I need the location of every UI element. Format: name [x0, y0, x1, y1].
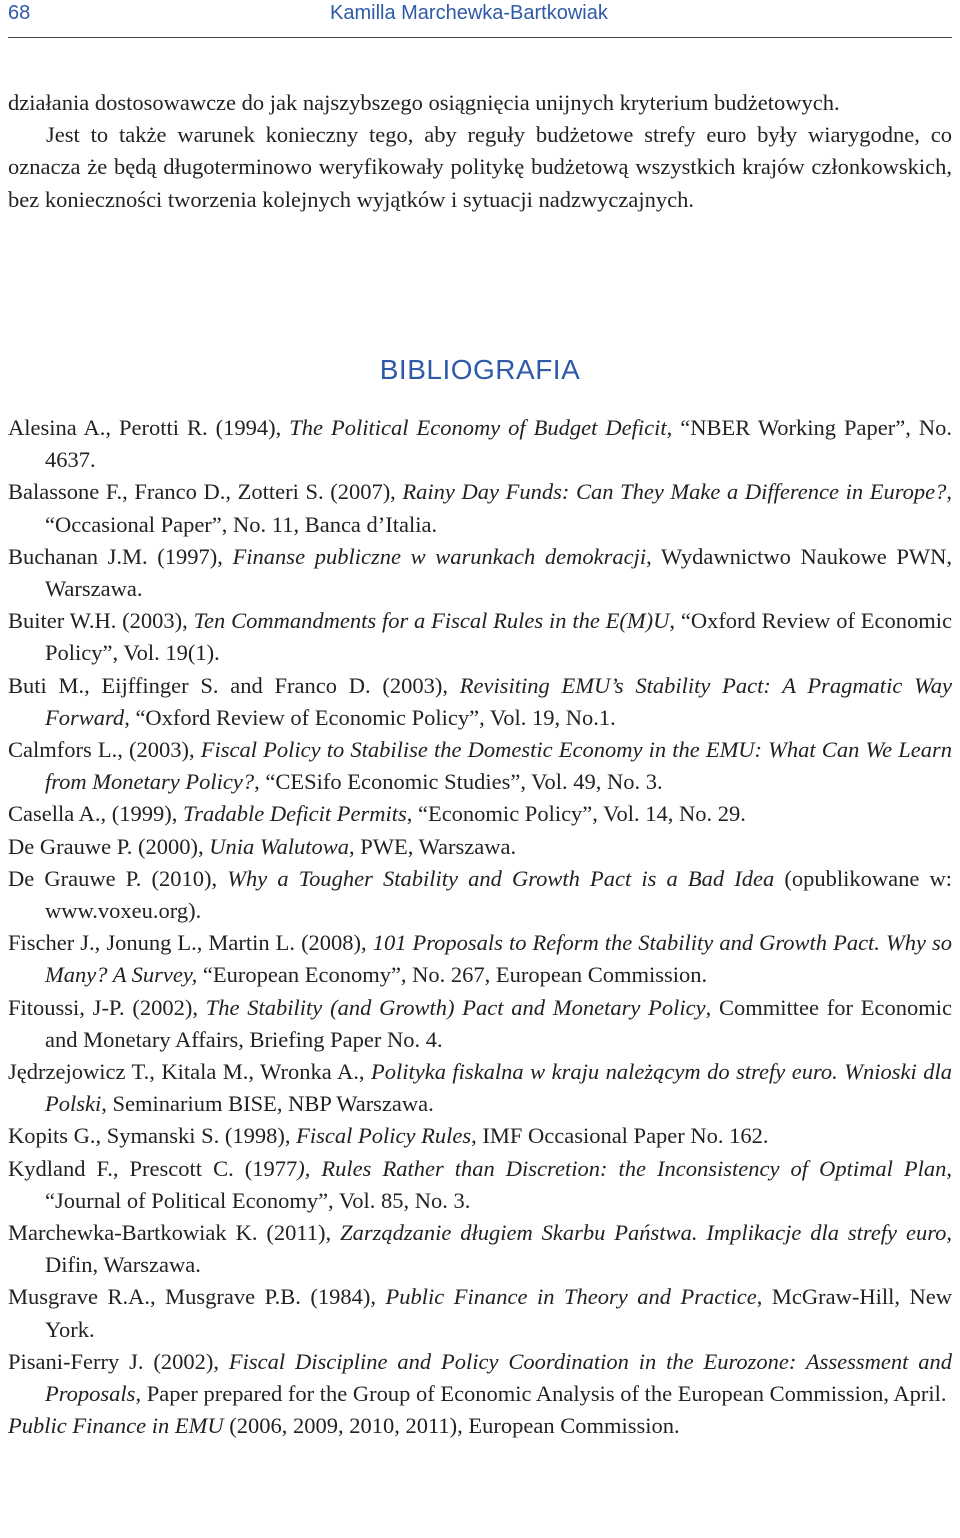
bibliography-list [8, 412, 952, 1443]
bibliography-heading: BIBLIOGRAFIA [379, 354, 581, 385]
page-number: 68 [8, 2, 31, 24]
bibliography-entry: Buti M., Eijffinger S. and Franco D. (2003), Revisiting EMU’s Stability Pact: A Pragmatic Way Forward, “Oxford Review of Economic Policy”, Vol. 19, No.1. [8, 672, 952, 730]
bibliography-entry: Pisani-Ferry J. (2002), Fiscal Discipline and Policy Coordination in the Eurozone: Assessment and Proposals, Paper prepared for the Group of Economic Analysis of the European Commission, April. [8, 1348, 952, 1407]
bibliography-entry: Kydland F., Prescott C. (1977), Rules Rather than Discretion: the Inconsistency of Optimal Plan, “Journal of Political Economy”, Vol. 85, No. 3. [8, 1155, 953, 1213]
header-rule [8, 37, 952, 38]
bibliography-entry: Balassone F., Franco D., Zotteri S. (2007), Rainy Day Funds: Can They Make a Difference in Europe?, “Occasional Paper”, No. 11, Banca d’Italia. [8, 479, 952, 537]
bibliography-entry: Marchewka-Bartkowiak K. (2011), Zarządzanie długiem Skarbu Państwa. Implikacje dla strefy euro, Difin, Warszawa. [8, 1220, 952, 1278]
bibliography-entry: Fitoussi, J-P. (2002), The Stability (and Growth) Pact and Monetary Policy, Committee for Economic and Monetary Affairs, Briefing Paper No. 4. [8, 994, 952, 1052]
bibliography-entry: Buchanan J.M. (1997), Finanse publiczne w warunkach demokracji, Wydawnictwo Naukowe PWN, Warszawa. [8, 543, 953, 602]
bibliography-entry: Public Finance in EMU (2006, 2009, 2010, 2011), European Commission. [8, 1413, 680, 1439]
bibliography-entry: Casella A., (1999), Tradable Deficit Permits, “Economic Policy”, Vol. 14, No. 29. [8, 801, 746, 827]
bibliography-entry: De Grauwe P. (2000), Unia Walutowa, PWE, Warszawa. [8, 833, 517, 859]
bibliography-entry: Jędrzejowicz T., Kitala M., Wronka A., Polityka fiskalna w kraju należącym do strefy euro. Wnioski dla Polski, Seminarium BISE, NBP Warszawa. [8, 1059, 953, 1117]
bibliography-entry: Kopits G., Symanski S. (1998), Fiscal Policy Rules, IMF Occasional Paper No. 162. [8, 1123, 769, 1149]
running-header-author: Kamilla Marchewka-Bartkowiak [330, 2, 608, 24]
bibliography-entry: Musgrave R.A., Musgrave P.B. (1984), Public Finance in Theory and Practice, McGraw-Hill, New York. [8, 1284, 952, 1342]
bibliography-entry: De Grauwe P. (2010), Why a Tougher Stability and Growth Pact is a Bad Idea (opublikowane w: www.voxeu.org). [8, 865, 952, 924]
running-header [8, 0, 952, 40]
paragraph: Jest to także warunek konieczny tego, aby reguły budżetowe strefy euro były wiarygodne, co oznacza że będą długoterminowo weryfikowały politykę budżetową wszystkich krajów członkowskich, bez konieczności tworzenia kolejnych wyjątków i sytuacji nadzwyczajnych. [8, 122, 952, 212]
bibliography-entry: Alesina A., Perotti R. (1994), The Political Economy of Budget Deficit, “NBER Working Paper”, No. 4637. [8, 415, 953, 473]
paragraph-continued: działania dostosowawcze do jak najszybszego osiągnięcia unijnych kryterium budżetowych. [8, 90, 840, 115]
body-text [8, 87, 952, 216]
bibliography-entry: Buiter W.H. (2003), Ten Commandments for a Fiscal Rules in the E(M)U, “Oxford Review of Economic Policy”, Vol. 19(1). [8, 608, 952, 666]
bibliography-entry: Fischer J., Jonung L., Martin L. (2008), 101 Proposals to Reform the Stability and Growth Pact. Why so Many? A Survey, “European Economy”, No. 267, European Commission. [8, 930, 952, 988]
bibliography-entry: Calmfors L., (2003), Fiscal Policy to Stabilise the Domestic Economy in the EMU: What Can We Learn from Monetary Policy?, “CESifo Economic Studies”, Vol. 49, No. 3. [8, 737, 953, 795]
